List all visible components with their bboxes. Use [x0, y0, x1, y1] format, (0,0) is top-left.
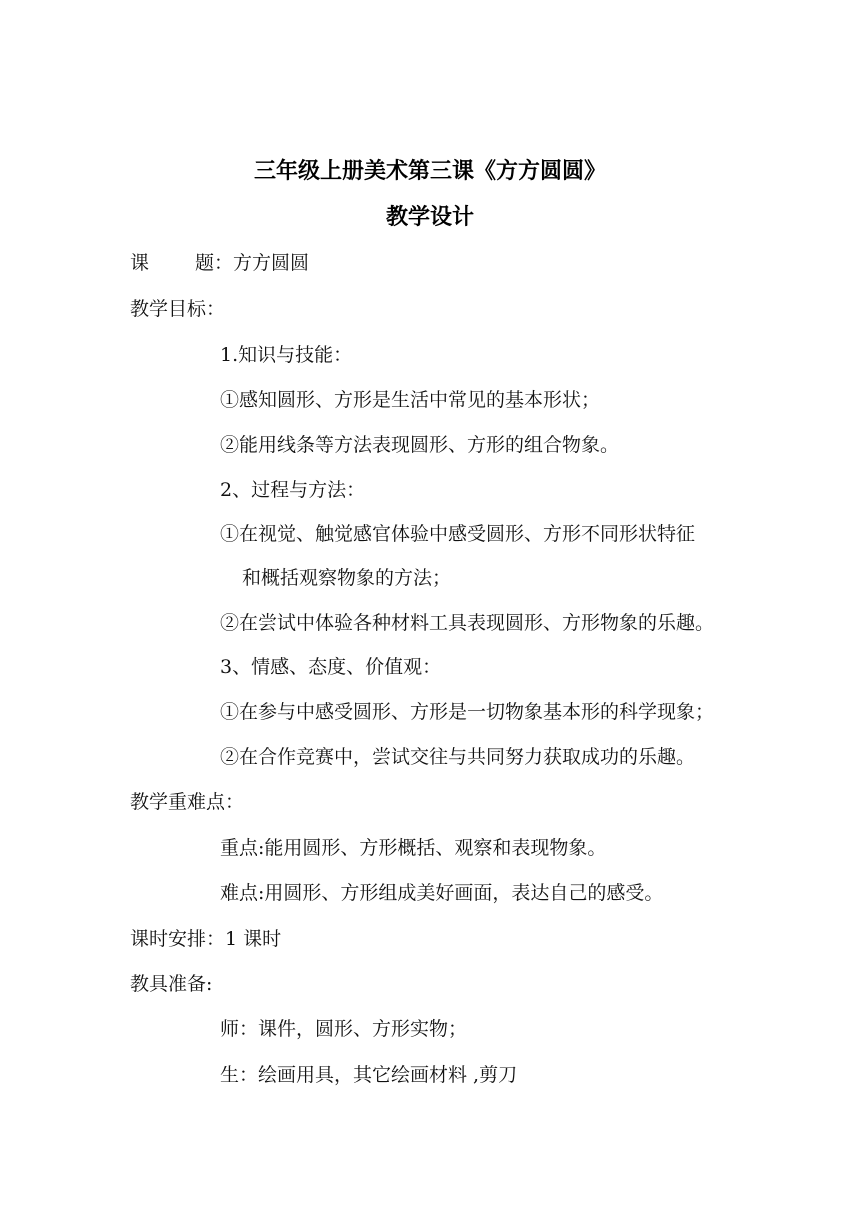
tools-student: 生：绘画用具，其它绘画材料 ,剪刀: [220, 1064, 518, 1086]
process-item-1b: 和概括观察物象的方法；: [242, 567, 452, 589]
knowledge-item-2: ②能用线条等方法表现圆形、方形的组合物象。: [220, 434, 620, 456]
subject-value: 方方圆圆: [233, 252, 310, 274]
document-subtitle: 教学设计: [385, 205, 474, 230]
knowledge-item-1: ①感知圆形、方形是生活中常见的基本形状；: [220, 389, 601, 411]
process-item-2: ②在尝试中体验各种材料工具表现圆形、方形物象的乐趣。: [220, 612, 715, 634]
goals-heading: 教学目标：: [130, 298, 226, 320]
subject-label-a: 课: [130, 252, 150, 274]
emotion-heading: 3、情感、态度、价值观：: [220, 656, 442, 678]
subject-label-b: 题：: [195, 252, 234, 274]
emotion-item-1: ①在参与中感受圆形、方形是一切物象基本形的科学现象；: [220, 701, 715, 723]
document-title: 三年级上册美术第三课《方方圆圆》: [253, 159, 606, 184]
process-heading: 2、过程与方法：: [220, 479, 366, 501]
emotion-item-2: ②在合作竞赛中，尝试交往与共同努力获取成功的乐趣。: [220, 746, 696, 768]
key-heading: 教学重难点：: [130, 791, 245, 813]
key-point: 重点:能用圆形、方形概括、观察和表现物象。: [220, 837, 607, 859]
tools-heading: 教具准备:: [130, 973, 213, 995]
tools-teacher: 师：课件，圆形、方形实物；: [220, 1018, 468, 1040]
difficult-point: 难点:用圆形、方形组成美好画面，表达自己的感受。: [220, 882, 664, 904]
process-item-1a: ①在视觉、触觉感官体验中感受圆形、方形不同形状特征: [220, 523, 696, 545]
schedule-line: 课时安排：1 课时: [130, 928, 282, 950]
subject-line: [130, 249, 309, 277]
knowledge-heading: 1.知识与技能：: [220, 344, 353, 366]
